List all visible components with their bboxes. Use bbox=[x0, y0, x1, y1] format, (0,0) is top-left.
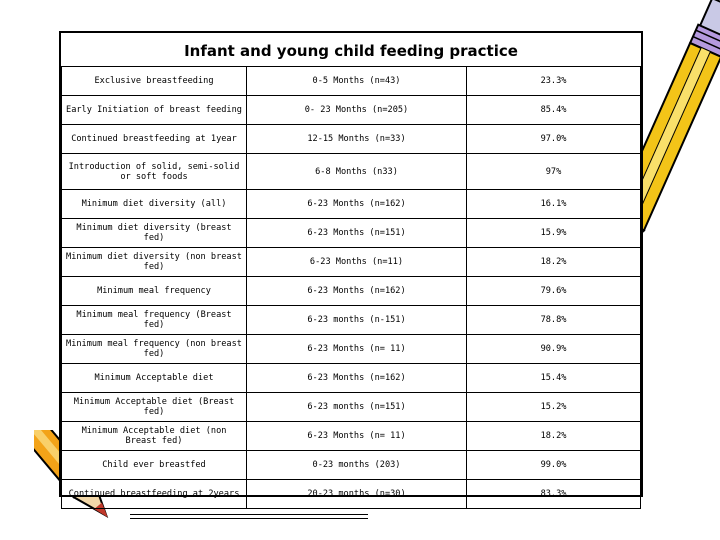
table-row bbox=[62, 154, 641, 190]
age-group-cell: 6-23 Months (n=162) bbox=[247, 190, 467, 219]
table-row bbox=[62, 364, 641, 393]
indicator-cell: Minimum meal frequency (non breast fed) bbox=[62, 335, 247, 364]
table-row bbox=[62, 306, 641, 335]
value-cell: 23.3% bbox=[467, 67, 641, 96]
value-cell: 18.2% bbox=[467, 422, 641, 451]
value-cell: 15.4% bbox=[467, 364, 641, 393]
indicator-cell: Minimum meal frequency (Breast fed) bbox=[62, 306, 247, 335]
age-group-cell: 0-23 months (203) bbox=[247, 451, 467, 480]
age-group-cell: 6-23 Months (n=162) bbox=[247, 364, 467, 393]
feeding-practice-table bbox=[61, 66, 641, 509]
table-row bbox=[62, 248, 641, 277]
value-cell: 18.2% bbox=[467, 248, 641, 277]
age-group-cell: 0- 23 Months (n=205) bbox=[247, 96, 467, 125]
age-group-cell: 12-15 Months (n=33) bbox=[247, 125, 467, 154]
age-group-cell: 6-23 months (n=151) bbox=[247, 393, 467, 422]
table-row bbox=[62, 125, 641, 154]
indicator-cell: Continued breastfeeding at 2years bbox=[62, 480, 247, 509]
value-cell: 97% bbox=[467, 154, 641, 190]
value-cell: 15.2% bbox=[467, 393, 641, 422]
indicator-cell: Minimum Acceptable diet (Breast fed) bbox=[62, 393, 247, 422]
indicator-cell: Minimum meal frequency bbox=[62, 277, 247, 306]
value-cell: 90.9% bbox=[467, 335, 641, 364]
indicator-cell: Minimum diet diversity (breast fed) bbox=[62, 219, 247, 248]
value-cell: 16.1% bbox=[467, 190, 641, 219]
table-row bbox=[62, 451, 641, 480]
table-title: Infant and young child feeding practice bbox=[184, 42, 518, 60]
indicator-cell: Minimum Acceptable diet bbox=[62, 364, 247, 393]
value-cell: 15.9% bbox=[467, 219, 641, 248]
value-cell: 97.0% bbox=[467, 125, 641, 154]
table-row bbox=[62, 96, 641, 125]
value-cell: 78.8% bbox=[467, 306, 641, 335]
value-cell: 85.4% bbox=[467, 96, 641, 125]
indicator-cell: Exclusive breastfeeding bbox=[62, 67, 247, 96]
table-row bbox=[62, 393, 641, 422]
indicator-cell: Minimum diet diversity (all) bbox=[62, 190, 247, 219]
indicator-cell: Minimum Acceptable diet (non Breast fed) bbox=[62, 422, 247, 451]
age-group-cell: 6-23 Months (n=151) bbox=[247, 219, 467, 248]
table-row bbox=[62, 480, 641, 509]
indicator-cell: Minimum diet diversity (non breast fed) bbox=[62, 248, 247, 277]
table-row bbox=[62, 277, 641, 306]
table-row bbox=[62, 422, 641, 451]
age-group-cell: 6-23 Months (n=162) bbox=[247, 277, 467, 306]
indicator-cell: Early Initiation of breast feeding bbox=[62, 96, 247, 125]
indicator-cell: Continued breastfeeding at 1year bbox=[62, 125, 247, 154]
value-cell: 99.0% bbox=[467, 451, 641, 480]
table-row bbox=[62, 335, 641, 364]
indicator-cell: Introduction of solid, semi-solid or soft foods bbox=[62, 154, 247, 190]
table-row bbox=[62, 190, 641, 219]
age-group-cell: 6-23 Months (n= 11) bbox=[247, 335, 467, 364]
age-group-cell: 6-23 months (n-151) bbox=[247, 306, 467, 335]
value-cell: 83.3% bbox=[467, 480, 641, 509]
value-cell: 79.6% bbox=[467, 277, 641, 306]
feeding-practice-table-frame bbox=[59, 31, 643, 497]
indicator-cell: Child ever breastfed bbox=[62, 451, 247, 480]
age-group-cell: 6-8 Months (n33) bbox=[247, 154, 467, 190]
age-group-cell: 20-23 months (n=30) bbox=[247, 480, 467, 509]
footer-rule bbox=[130, 514, 368, 519]
age-group-cell: 6-23 Months (n= 11) bbox=[247, 422, 467, 451]
table-row bbox=[62, 219, 641, 248]
age-group-cell: 6-23 Months (n=11) bbox=[247, 248, 467, 277]
age-group-cell: 0-5 Months (n=43) bbox=[247, 67, 467, 96]
table-row bbox=[62, 67, 641, 96]
